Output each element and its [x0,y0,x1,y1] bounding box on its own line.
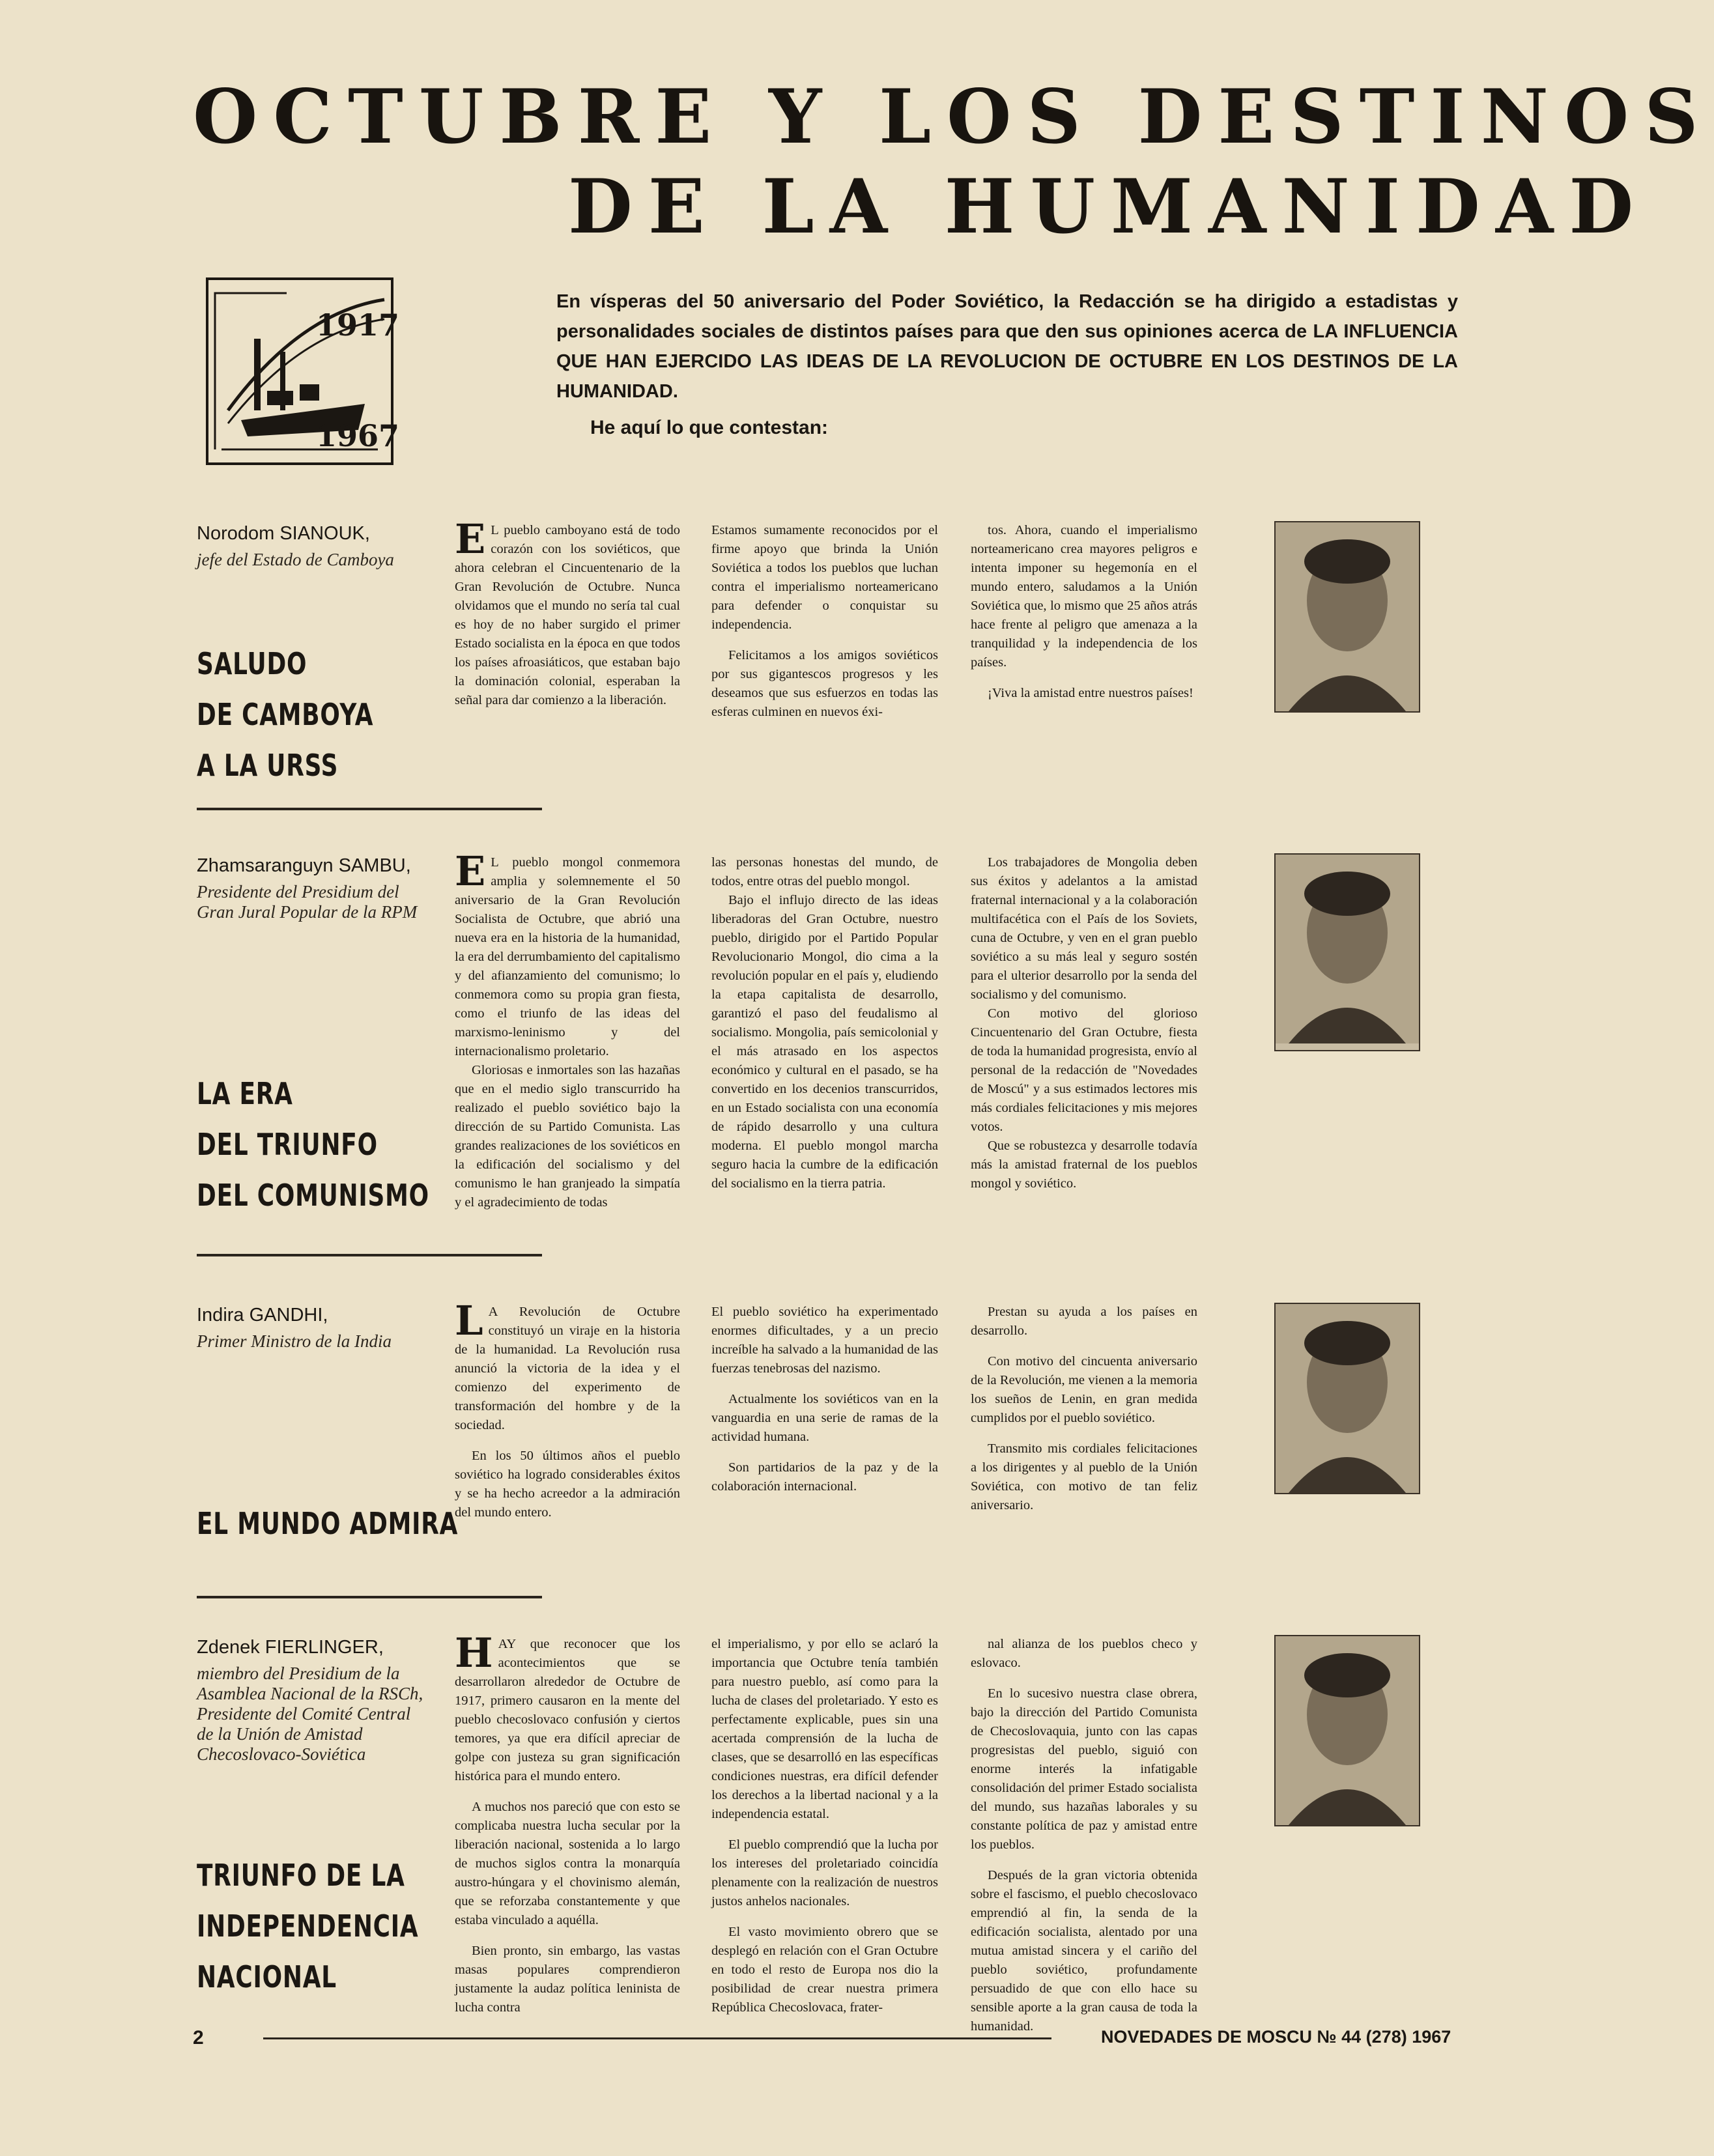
paragraph: Bien pronto, sin embargo, las vastas masas populares comprendieron justamente la audaz política leninista de lucha contra [455,1944,680,2015]
article-headline [197,1850,444,2002]
paragraph: En los 50 últimos años el pueblo soviético ha logrado considerables éxitos y se ha hecho acreedor a la admiración del mundo entero. [455,1449,680,1520]
section-divider [197,1254,542,1256]
headline-line: SALUDO [197,646,307,681]
publication-info: NOVEDADES DE MOSCU № 44 (278) 1967 [1101,2027,1451,2047]
article-column-3 [971,1635,1197,2034]
paragraph: Felicitamos a los amigos soviéticos por sus gigantescos progresos y les deseamos que sus esfuerzos en todas las esferas culminen en nuevos éxi- [711,648,938,719]
headline-line: TRIUNFO DE LA [197,1858,405,1893]
paragraph: En lo sucesivo nuestra clase obrera, bajo la dirección del Partido Comunista de Checoslovaquia, junto con las capas progresistas del pueblo, siguió con enorme interés la infatigable consolidación del primer Estado socialista del mundo, sus hazañas laborales y su constante política de paz y amistad entre los pueblos. [971,1686,1197,1852]
paragraph: Después de la gran victoria obtenida sobre el fascismo, el pueblo checoslovaco emprendió al fin, la senda de la edificación socialista, alentado por una mutua amistad sincera y el cariño del pueblo soviético, profundamente persuadido de que con ello hace su sensible aporte a la gran causa de toda la humanidad. [971,1868,1197,2034]
drop-cap: E [455,515,486,563]
person-name: Zdenek FIERLINGER, [197,1637,384,1658]
headline-line: NACIONAL [197,1959,337,1994]
article-column-1 [455,515,680,788]
article-column-1 [455,1629,680,2015]
paragraph: ¡Viva la amistad entre nuestros países! [988,686,1193,700]
article-column-3 [971,853,1197,1231]
portrait-photo [1274,853,1420,1051]
article-headline [197,638,444,791]
person-role: Presidente del Presidium del Gran Jural Popular de la RPM [197,882,418,922]
section-divider [197,1596,542,1598]
article-column-3 [971,1303,1197,1557]
portrait-photo [1274,1635,1420,1826]
article-headline [197,1068,444,1221]
headline-line: LA ERA [197,1076,293,1111]
paragraph: las personas honestas del mundo, de todos, entre otras del pueblo mongol. [711,855,938,888]
paragraph-text: L pueblo mongol conmemora amplia y solemnemente el 50 aniversario de la Gran Revolución Socialista de Octubre, que abrió una nueva era en la historia de la humanidad, la era del derrumbamiento del capitalismo y del afianzamiento del comunismo; lo conmemora como su propia gran fiesta, como el triunfo de las ideas del marxismo-leninismo y del internacionalismo proletario. [455,855,680,1058]
paragraph [455,847,680,1061]
drop-cap: L [455,1297,483,1344]
article-column-2 [711,853,938,1231]
portrait-photo [1274,1303,1420,1494]
article-headline [197,1498,459,1549]
paragraph: Gloriosas e inmortales son las hazañas que en el medio siglo transcurrido ha realizado el pueblo soviético bajo la dirección de su Partido Comunista. Las grandes realizaciones de los soviéticos en la edificación del socialismo y del comunismo le han granjeado la simpatía y el agradecimiento de todas [455,1063,680,1210]
paragraph: Son partidarios de la paz y de la colaboración internacional. [711,1460,938,1494]
intro-footnote: He aquí lo que contestan: [590,417,829,438]
portrait-photo [1274,521,1420,713]
paragraph: A muchos nos pareció que con esto se complicaba nuestra lucha secular por la liberación nacional, sostenida a lo largo de muchos siglos contra la monarquía austro-húngara y el chovinismo alemán, que se reforzaba constantemente y que estaba vinculado a aquélla. [455,1800,680,1927]
paragraph: Con motivo del glorioso Cincuentenario del Gran Octubre, fiesta de toda la humanidad progresista, envío al personal de la redacción de "Novedades de Moscú" y a sus estimados lectores mis más cordiales felicitaciones y mis mejores votos. [971,1006,1197,1134]
headline-line: EL MUNDO ADMIRA [197,1506,459,1541]
headline-line: DEL COMUNISMO [197,1178,429,1213]
headline-line: DEL TRIUNFO [197,1127,378,1162]
paragraph: El pueblo comprendió que la lucha por los intereses del proletariado coincidía plenamente con la realización de nuestros justos anhelos nacionales. [711,1837,938,1908]
headline-line: DE CAMBOYA [197,697,374,732]
paragraph: Transmito mis cordiales felicitaciones a los dirigentes y al pueblo de la Unión Soviética, con motivo de tan feliz aniversario. [971,1441,1197,1512]
page-title-line1: OCTUBRE Y LOS DESTINOS [193,73,1714,160]
article-column-2 [711,521,938,788]
article-column-3 [971,521,1197,788]
paragraph: el imperialismo, y por ello se aclaró la importancia que Octubre tenía también para nuestro pueblo, así como para la lucha de clases del proletariado. Y esto es perfectamente explicable, pues sin una acertada comprensión de la lucha de clases, que se desarrolló en las específicas condiciones nuestras, era difícil defender los derechos a la libertad nacional y a la independencia estatal. [711,1637,938,1821]
person-role: Primer Ministro de la India [197,1331,392,1351]
paragraph: El pueblo soviético ha experimentado enormes dificultades, y a un precio increíble ha salvado a la humanidad de las fuerzas tenebrosas del nazismo. [711,1305,938,1376]
drop-cap: E [455,847,486,895]
paragraph [455,515,680,710]
person-name: Norodom SIANOUK, [197,523,370,544]
paragraph [455,1297,680,1435]
paragraph: Prestan su ayuda a los países en desarrollo. [971,1305,1197,1338]
section-divider [197,808,542,810]
article-column-1 [455,1297,680,1557]
article-column-1 [455,847,680,1231]
paragraph-text: AY que reconocer que los acontecimientos que se desarrollaron alrededor de Octubre de 1917, primero causaron en la mente del pueblo checoslovaco confusión y ciertos temores, ya que era difícil apreciar de golpe con justeza su gran significación histórica para el mundo entero. [455,1637,680,1783]
drop-cap: H [455,1629,493,1677]
paragraph: Con motivo del cincuenta aniversario de la Revolución, me vienen a la memoria los sueños de Lenin, en gran medida cumplidos por el pueblo soviético. [971,1354,1197,1425]
person-role: miembro del Presidium de la Asamblea Nacional de la RSCh, Presidente del Comité Central de la Unión de Amistad Checoslovaco-Soviética [197,1664,423,1764]
paragraph: Estamos sumamente reconocidos por el firme apoyo que brinda la Unión Soviética a todos los pueblos que luchan contra el imperialismo norteamericano para defender o conquistar su independencia. [711,523,938,632]
page-title-line2: DE LA HUMANIDAD [568,163,1650,250]
page-number: 2 [193,2027,204,2049]
person-name: Zhamsaranguyn SAMBU, [197,855,411,876]
article-column-2 [711,1303,938,1557]
paragraph: Que se robustezca y desarrolle todavía más la amistad fraternal de los pueblos mongol y soviético. [971,1139,1197,1191]
logo-year-bottom: 1967 [316,418,400,453]
paragraph: tos. Ahora, cuando el imperialismo norteamericano crea mayores peligros e intenta imponer su hegemonía en el mundo entero, saludamos a la Unión Soviética que, lo mismo que 25 años atrás hace frente al peligro que amenaza a la tranquilidad y la independencia de los países. [971,523,1197,670]
paragraph: El vasto movimiento obrero que se desplegó en relación con el Gran Octubre en todo el resto de Europa nos dio la posibilidad de crear nuestra primera República Checoslovaca, frater- [711,1925,938,2015]
paragraph-text: L pueblo camboyano está de todo corazón con los soviéticos, que ahora celebran el Cincuentenario de la Gran Revolución de Octubre. Nunca olvidamos que el mundo no sería tal cual es hoy de no haber surgido el primer Estado socialista en la época en que todos los países afroasiáticos, que estaban bajo la dominación colonial, esperaban la señal para dar comienzo a la liberación. [455,523,680,707]
paragraph: Los trabajadores de Mongolia deben sus éxitos y adelantos a la amistad fraternal internacional y a la colaboración multifacética con el País de los Soviets, cuna de Octubre, y ven en el gran pueblo soviético a su más leal y seguro sostén para el ulterior desarrollo por la senda del socialismo y del comunismo. [971,855,1197,1002]
headline-line: INDEPENDENCIA [197,1908,419,1944]
paragraph: Bajo el influjo directo de las ideas liberadoras del Gran Octubre, nuestro pueblo, dirigido por el Partido Popular Revolucionario Mongol, dio cima a la revolución popular en el país y, eludiendo la etapa capitalista de desarrollo, garantizó el paso del feudalismo al socialismo. Mongolia, país semicolonial y el más atrasado en los aspectos económico y cultural en el pasado, se ha convertido en los decenios transcurridos, en un Estado socialista con una economía de rápido desarrollo y una cultura moderna. El pueblo mongol marcha seguro hacia la cumbre de la edificación del socialismo en la tierra patria. [711,893,938,1191]
paragraph-text: A Revolución de Octubre constituyó un viraje en la historia de la humanidad. La Revolución rusa anunció la victoria de la idea y el comienzo del experimento de transformación del hombre y de la sociedad. [455,1305,680,1432]
person-name: Indira GANDHI, [197,1305,328,1326]
paragraph: nal alianza de los pueblos checo y eslovaco. [971,1637,1197,1670]
paragraph [455,1629,680,1786]
article-column-2 [711,1635,938,2015]
headline-line: A LA URSS [197,748,339,783]
footer-rule [263,2037,1051,2039]
intro-paragraph: En vísperas del 50 aniversario del Poder Soviético, la Redacción se ha dirigido a estadistas y personalidades sociales de distintos países para que den sus opiniones acerca de LA INFLUENCIA QUE HAN EJERCIDO LAS IDEAS DE LA REVOLUCION DE OCTUBRE EN LOS DESTINOS DE LA HUMANIDAD. [556,291,1458,402]
anniversary-emblem [202,274,400,469]
logo-year-top: 1917 [316,307,400,343]
person-role: jefe del Estado de Camboya [197,550,394,569]
paragraph: Actualmente los soviéticos van en la vanguardia en una serie de ramas de la actividad humana. [711,1392,938,1444]
